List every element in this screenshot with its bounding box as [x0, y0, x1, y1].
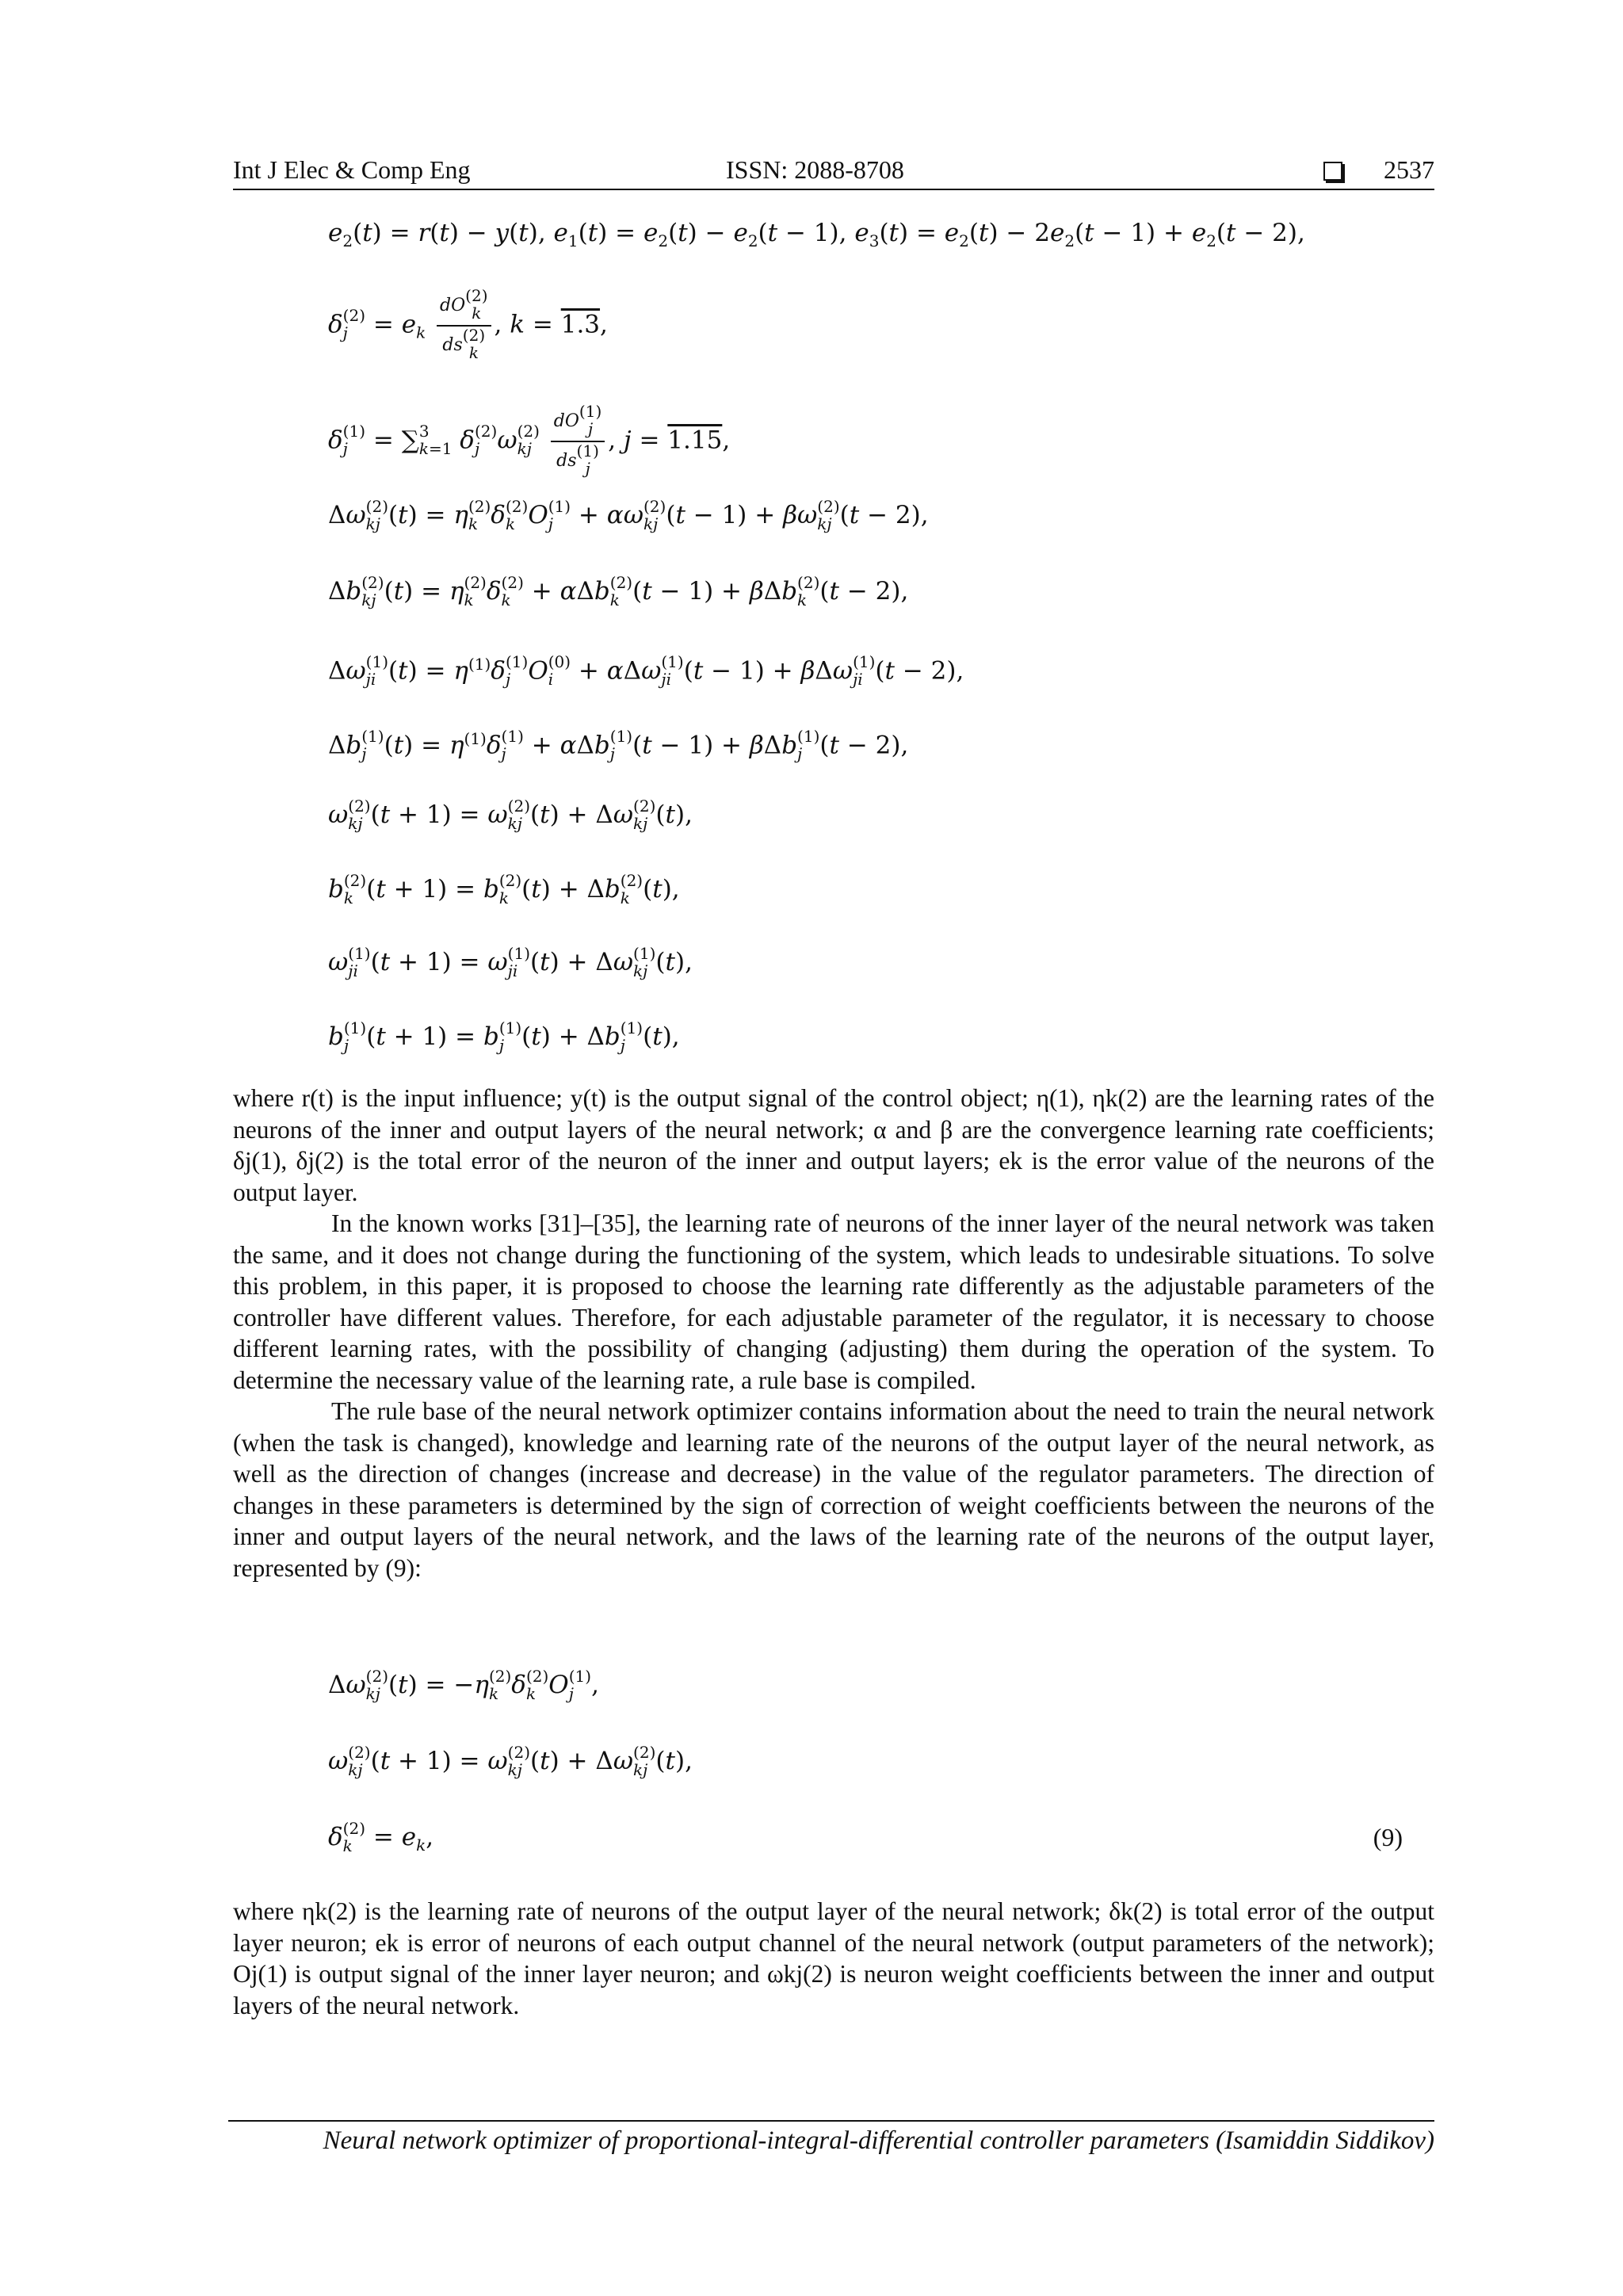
body-text-block-2: [233, 1896, 1434, 2021]
body-text-block: [233, 1083, 1434, 1584]
equation-db-inner: Δb (1) j $(t) = \eta^{(1)}\delta$ (1) j + αΔb (1) j (t − 1) + βΔb (1) j (t − 2),: [328, 726, 909, 763]
header-rule: [233, 189, 1434, 190]
equation-delta-output: δ (2) j = $e_k$ dO (2) k ds (2) k , k = 1.3,: [328, 286, 608, 362]
page-number: 2537: [1384, 155, 1434, 184]
running-footer: Neural network optimizer of proportional-integral-differential controller parameters (Isamiddin Siddikov): [323, 2126, 1434, 2155]
paragraph-variable-definitions: where ηk(2) is the learning rate of neurons of the output layer of the neural network; δk(2) is total error of the output layer neuron; ek is error of neurons of each output channel of the neural network (output parameters of the network); Oj(1) is output signal of the inner layer neuron; and ωkj(2) is neuron weight coefficients between the inner and output layers of the neural network.: [233, 1897, 1434, 2019]
paragraph-known-works: In the known works [31]–[35], the learning rate of neurons of the inner layer of the neural network was taken the same, and it does not change during the functioning of the system, which leads to undesirable situations. To solve this problem, in this paper, it is proposed to choose the learning rate differently as the adjustable parameters of the controller have different values. Therefore, for each adjustable parameter of the regulator, it is necessary to choose different learning rates, with the possibility of changing (adjusting) them during the operation of the system. To determine the necessary value of the learning rate, a rule base is compiled.: [233, 1209, 1434, 1394]
journal-name: Int J Elec & Comp Eng: [233, 155, 471, 184]
footer-rule: [228, 2120, 1434, 2122]
equation-b-inner-update: b (1) j (t + 1) = b (1) j (t) + Δb (1) j (t),: [328, 1018, 680, 1055]
equation-w-output-update: ω (2) kj (t + 1) = ω (2) kj (t) + Δω (2) kj (t),: [328, 796, 693, 833]
equation-w-inner-update: ω (1) ji (t + 1) = ω (1) ji (t) + Δω (1) kj (t),: [328, 943, 693, 980]
equation-b-output-update: b (2) k (t + 1) = b (2) k (t) + Δb (2) k (t),: [328, 870, 680, 907]
equation-number: (9): [1373, 1823, 1403, 1851]
equation-9-delta: δ (2) k = $e_k$,: [328, 1818, 434, 1855]
running-header: [233, 155, 1434, 190]
paragraph-rule-base: The rule base of the neural network optimizer contains information about the need to train the neural network (when the task is changed), knowledge and learning rate of the neurons of the output layer of the neural network, as well as the direction of changes (increase and decrease) in the value of the regulator parameters. The direction of changes in these parameters is determined by the sign of correction of weight coefficients between the neurons of the inner and output layers of the neural network, and the laws of the learning rate of the neurons of the output layer, represented by (9):: [233, 1397, 1434, 1582]
equation-9-w-update: ω (2) kj (t + 1) = ω (2) kj (t) + Δω (2) kj (t),: [328, 1742, 693, 1779]
issn: ISSN: 2088-8708: [726, 155, 904, 184]
checkbox-square-icon: [1323, 162, 1342, 181]
equation-9-dw: Δω (2) kj (t) = −η (2) k δ (2) k O (1) j ,: [328, 1666, 599, 1703]
equation-db-output: Δb (2) kj (t) = η (2) k δ (2) k + αΔb (2) k (t − 1) + βΔb (2) k (t − 2),: [328, 572, 909, 609]
equation-errors: $e_2(t) = r(t) - y(t)$, $e_1(t) = e_2(t) - e_2(t - 1)$, $e_3(t) = e_2(t) - 2e_2(t - 1) + e_2(t - 2)$,: [328, 219, 1305, 251]
equation-dw-output: Δω (2) kj (t) = η (2) k δ (2) k O (1) j + αω (2) kj (t − 1) + βω (2) kj (t − 2),: [328, 496, 929, 533]
equation-dw-inner: Δω (1) ji $(t) = \eta^{(1)}\delta$ (1) j O (0) i + αΔω (1) ji (t − 1) + βΔω (1) ji (t − 2),: [328, 651, 964, 689]
page-number-group: [1323, 155, 1434, 185]
equation-delta-inner: δ (1) j = ∑ 3 k=1 δ (2) j ω (2) kj dO (1) j ds (1) j , j = 1.15,: [328, 402, 731, 478]
paragraph-definitions: where r(t) is the input influence; y(t) is the output signal of the control object; η(1), ηk(2) are the learning rates of the neurons of the inner and output layers of the neural network; α and β are the convergence learning rate coefficients; δj(1), δj(2) is the total error of the neuron of the inner and output layers; ek is the error value of the neurons of the output layer.: [233, 1084, 1434, 1206]
